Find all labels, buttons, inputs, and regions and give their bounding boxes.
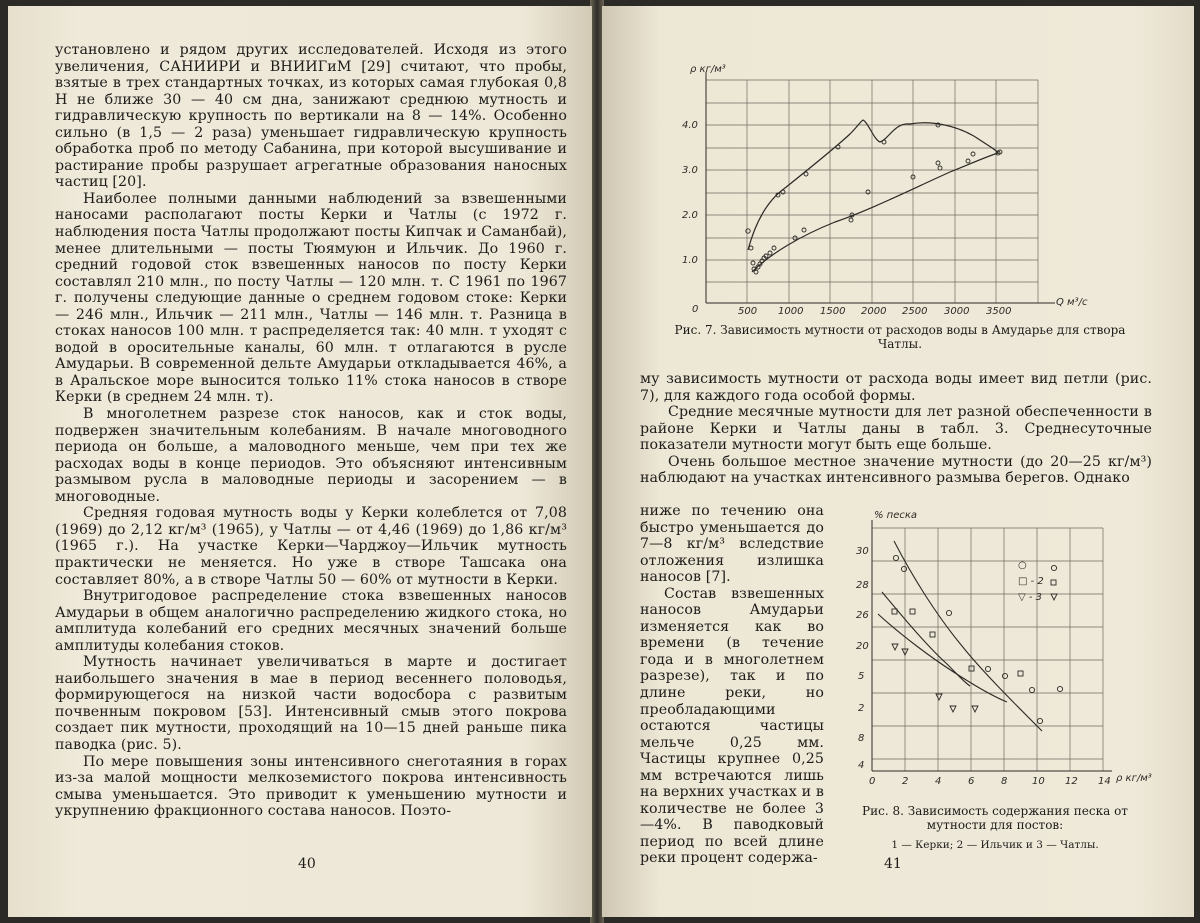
fig8-y-tick: 5 (858, 671, 865, 682)
paragraph: В многолетнем разрезе сток наносов, как и сток воды, подвержен значительным колебаниям. В начале многоводного периода он больше, а маловодного меньше, чем при тех же расходах воды в конце периодов. Это объясняют интенсивным размывом русла в маловодные периоды и засорением — в многоводные. (55, 406, 567, 505)
paragraph: Мутность начинает увеличиваться в марте и достигает наибольшего значения в мае в период весеннего половодья, формирующегося на низкой части водосбора с развитым почвенным покровом [53]. Интенсивный смыв этого покрова создает пик мутности, проходящий на 10—15 дней раньше пика паводка (рис. 5). (55, 654, 567, 753)
right-page (602, 6, 1194, 917)
paragraph: Наиболее полными данными наблюдений за взвешенными наносами располагают посты Керки и Чатлы (с 1972 г. наблюдения поста Чатлы продолжают посты Кипчак и Саманбай), менее длительными — посты Тюямуюн и Ильчик. До 1960 г. средний годовой сток взвешенных наносов по посту Керки составлял 210 млн., по посту Чатлы — 120 млн. т. С 1961 по 1967 г. получены следующие данные о среднем годовом стоке: Керки — 246 млн., Ильчик — 211 млн., Чатлы — 146 млн. т. Разница в стоках наносов 100 млн. т распределяется так: 40 млн. т уходят с водой в оросительные каналы, 60 млн. т отлагаются в русле Амударьи. В современной дельте Амударьи откладывается 46%, а в Аральское море выносится только 11% стока наносов в створе Керки (в среднем 24 млн. т). (55, 190, 567, 406)
paragraph: Средние месячные мутности для лет разной обеспеченности в районе Керки и Чатлы даны в табл. 3. Среднесуточные показатели мутности могут быть еще больше. (640, 404, 1152, 454)
left-page (8, 6, 592, 917)
fig8-legend-entry: ▽ - 3 (1018, 592, 1043, 603)
figure-8-caption (834, 804, 1156, 852)
fig7-points (746, 123, 1002, 274)
fig7-x-ticks (738, 306, 1011, 317)
fig8-x-tick: 14 (1098, 776, 1111, 787)
fig8-points-3 (892, 594, 1057, 712)
fig8-y-label: % песка (874, 510, 918, 521)
paragraph: установлено и рядом других исследователей. Исходя из этого увеличения, САНИИРИ и ВНИИГиМ [29] считают, что пробы, взятые в трех стандартных точках, из которых самая глубокая 0,8 Н не ближе 30 — 40 см дна, занижают среднюю мутность и гидравлическую крупность по вертикали на 8 — 14%. Особенно сильно (в 1,5 — 2 раза) уменьшает гидравлическую крупность обработка проб по методу Сабанина, при которой высушивание и растирание пробы разрушает агрегатные образования наносных частиц [20]. (55, 42, 567, 191)
fig7-x-tick: 3000 (944, 306, 970, 317)
paragraph: По мере повышения зоны интенсивного снеготаяния в горах из-за малой мощности мелкоземистого покрова интенсивность смыва уменьшается. Это приводит к уменьшению мутности и укрупнению фракционного состава наносов. Поэто- (55, 753, 567, 820)
fig8-y-ticks (856, 546, 869, 771)
fig8-x-tick: 8 (1001, 776, 1008, 787)
figure-7-caption: Рис. 7. Зависимость мутности от расходов воды в Амударье для створа Чатлы. (674, 323, 1126, 351)
fig8-y-tick: 8 (858, 733, 865, 744)
fig7-y-tick: 3.0 (682, 165, 698, 176)
fig7-y-tick: 4.0 (682, 120, 698, 131)
page-number-right: 41 (884, 856, 902, 872)
fig8-y-tick: 4 (858, 760, 865, 771)
fig7-y-ticks (682, 120, 698, 266)
fig8-legend (1018, 560, 1044, 603)
fig8-x-tick: 10 (1032, 776, 1045, 787)
paragraph: Состав взвешенных наносов Амударьи изменяется как во времени (в течение года и в многолетнем разрезе), так и по длине реки, но преобладающими остаются частицы мельче 0,25 мм. Частицы крупнее 0,25 мм встречаются лишь на верхних участках и в количестве не более 3—4%. В паводковый период по всей длине реки процент содержа- (640, 585, 824, 867)
fig8-x-tick: 6 (968, 776, 975, 787)
fig7-x-tick: 2000 (861, 306, 887, 317)
figure-8-chart (832, 506, 1152, 796)
fig8-legend-entry: ○ (1018, 560, 1027, 571)
fig8-x-tick: 12 (1065, 776, 1078, 787)
right-page-text-column (640, 503, 824, 867)
fig7-x-tick: 500 (738, 306, 758, 317)
fig7-x-tick: 1500 (820, 306, 846, 317)
fig7-y-tick: 1.0 (682, 255, 698, 266)
figure-8-caption-text: Рис. 8. Зависимость содержания песка от мутности для постов: (862, 804, 1128, 832)
paragraph: му зависимость мутности от расхода воды имеет вид петли (рис. 7), для каждого года особой формы. (640, 371, 1152, 404)
left-page-text (55, 42, 567, 820)
paragraph: Внутригодовое распределение стока взвешенных наносов Амударьи в общем аналогично распределению жидкого стока, но амплитуда колебаний его средних месячных значений больше амплитуды колебания стоков. (55, 588, 567, 654)
fig7-x-tick: 3500 (986, 306, 1012, 317)
right-page-text-top (640, 371, 1152, 487)
fig7-origin-label: 0 (692, 304, 699, 315)
fig8-y-tick: 2 (858, 703, 865, 714)
fig8-x-label: ρ кг/м³ (1116, 773, 1152, 784)
fig8-x-ticks (869, 776, 1111, 787)
figure-7-chart (670, 50, 1110, 330)
fig8-x-tick: 2 (902, 776, 909, 787)
fig8-y-tick: 28 (856, 580, 869, 591)
fig8-y-tick: 20 (856, 641, 869, 652)
figure-8-caption-legend: 1 — Керки; 2 — Ильчик и 3 — Чатлы. (891, 839, 1099, 851)
fig8-legend-entry: □ - 2 (1018, 576, 1044, 587)
fig7-y-label: ρ кг/м³ (690, 64, 726, 75)
fig8-x-tick: 4 (935, 776, 942, 787)
fig7-x-label: Q м³/с (1056, 297, 1088, 308)
fig7-y-tick: 2.0 (682, 210, 698, 221)
paragraph: Средняя годовая мутность воды у Керки колеблется от 7,08 (1969) до 2,12 кг/м³ (1965), у Чатлы — от 4,46 (1969) до 1,86 кг/м³ (1965 г.). На участке Керки—Чарджоу—Ильчик мутность практически не меняется. Но уже в створе Ташсака она составляет 80%, а в створе Чатлы 50 — 60% от мутности в Керки. (55, 505, 567, 588)
fig7-x-tick: 1000 (778, 306, 804, 317)
fig7-upper-curve (748, 120, 998, 250)
fig8-y-tick: 30 (856, 546, 869, 557)
fig8-y-tick: 26 (856, 610, 869, 621)
paragraph: Очень большое местное значение мутности (до 20—25 кг/м³) наблюдают на участках интенсивного размыва берегов. Однако (640, 453, 1152, 487)
fig8-x-tick: 0 (869, 776, 876, 787)
fig7-x-tick: 2500 (902, 306, 928, 317)
paragraph: ниже по течению она быстро уменьшается до 7—8 кг/м³ вследствие отложения излишка наносов [7]. (640, 503, 824, 586)
page-number-left: 40 (298, 856, 316, 872)
